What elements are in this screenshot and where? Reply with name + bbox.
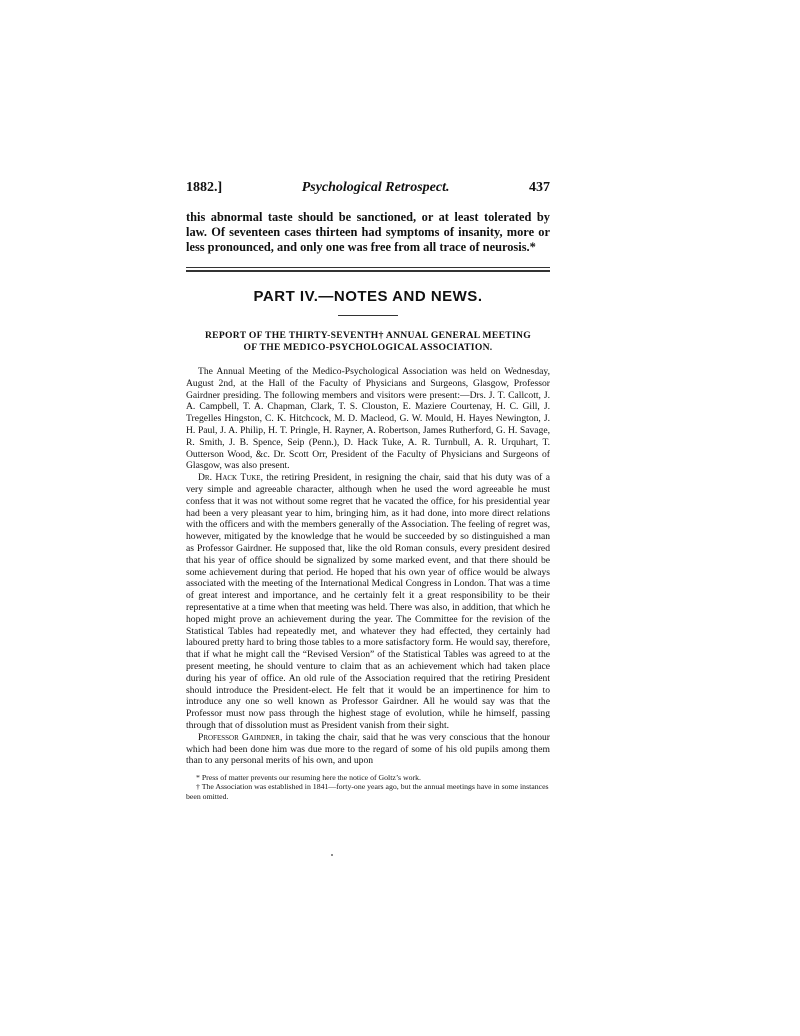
paragraph-new-president [186, 732, 550, 767]
paragraph-retiring-president [186, 472, 550, 732]
footnote-1: * Press of matter prevents our resuming here the notice of Goltz’s work. [196, 773, 421, 783]
running-head [186, 180, 550, 196]
paragraph-attendance: The Annual Meeting of the Medico-Psychological Association was held on Wednesday, August 2nd, at the Hall of the Faculty of Physicians and Surgeons, Glasgow, Professor Gairdner presiding. The following members and visitors were present:—Drs. J. T. Callcott, J. A. Campbell, T. A. Chapman, Clark, T. S. Clouston, E. Maziere Courtenay, H. C. Gill, J. Tregelles Hingston, C. K. Hitchcock, M. D. Macleod, G. W. Mould, H. Hayes Newington, J. H. Paul, J. A. Philip, H. T. Pringle, H. Rayner, A. Robertson, James Rutherford, G. H. Savage, R. Smith, J. B. Spence, Seip (Penn.), D. Hack Tuke, A. R. Turnbull, A. R. Urquhart, T. Outterson Wood, &c. Dr. Scott Orr, President of the Faculty of Physicians and Surgeons of Glasgow, was also present. [186, 366, 550, 472]
book-page [186, 180, 550, 801]
running-head-title: Psychological Retrospect. [301, 180, 450, 195]
footnotes [186, 773, 550, 801]
page-number: 437 [529, 180, 550, 195]
lead-paragraph: this abnormal taste should be sanctioned, or at least tolerated by law. Of seventeen cases thirteen had symptoms of insanity, more or less pronounced, and only one was free from all trace of neurosis.* [186, 210, 550, 254]
heading-rule [338, 315, 398, 316]
report-heading [186, 330, 550, 354]
page-speck [331, 854, 333, 856]
article-body [186, 366, 550, 767]
part-heading: PART IV.—NOTES AND NEWS. [253, 288, 483, 305]
speaker-name: Dr. Hack Tuke [198, 472, 261, 484]
report-heading-line-1: REPORT OF THE THIRTY-SEVENTH† ANNUAL GENERAL MEETING [204, 330, 532, 341]
running-head-year: 1882.] [186, 180, 223, 195]
paragraph-text: , the retiring President, in resigning the chair, said that his duty was of a very simple and agreeable character, although when he used the word agreeable he must confess that it was not without some regret that he vacated the office, for his presidential year had been a very pleasant year to him, bringing him, as it had done, into more direct relations with the officers and with the members generally of the Association. The feeling of regret was, however, mitigated by the knowledge that he would be succeeded by so distinguished a man as Professor Gairdner. He supposed that, like the old Roman consuls, every president desired that his year of office should be signalized by some marked event, and that there should be some achievement during that period. He hoped that his own year of office would be always associated with the meeting of the International Medical Congress in London. That was a time of great interest and importance, and he certainly felt it a great responsibility to be their representative at a time when that meeting was held. There was also, in addition, that which he hoped might prove an achievement during the year. The Committee for the revision of the Statistical Tables had repeatedly met, and whatever they had effected, they certainly had laboured pretty hard to bring those tables to a more satisfactory form. He would say, therefore, that if what he might call the “Revised Version” of the Statistical Tables was agreed to at the present meeting, he should venture to claim that as an achievement which had taken place during his year of office. An old rule of the Association required that the retiring President should introduce the President-elect. He felt that it would be an impertinence for him to introduce any one so well known as Professor Gairdner. All he would say was that the Professor must now pass through the highest stage of evolution, while he himself, passing through that of dissolution must as President vanish from their sight. [186, 472, 550, 731]
speaker-name: Professor Gairdner [198, 731, 280, 743]
report-heading-line-2: OF THE MEDICO-PSYCHOLOGICAL ASSOCIATION. [243, 342, 493, 353]
section-divider [186, 267, 550, 272]
paragraph-text: , in taking the chair, said that he was very conscious that the honour which had been done him was due more to the regard of some of his old pupils among them than to any personal merits of his own, and upon [186, 731, 550, 767]
footnote-2: † The Association was established in 1841—forty-one years ago, but the annual meetings have in some instances been omitted. [186, 782, 549, 801]
